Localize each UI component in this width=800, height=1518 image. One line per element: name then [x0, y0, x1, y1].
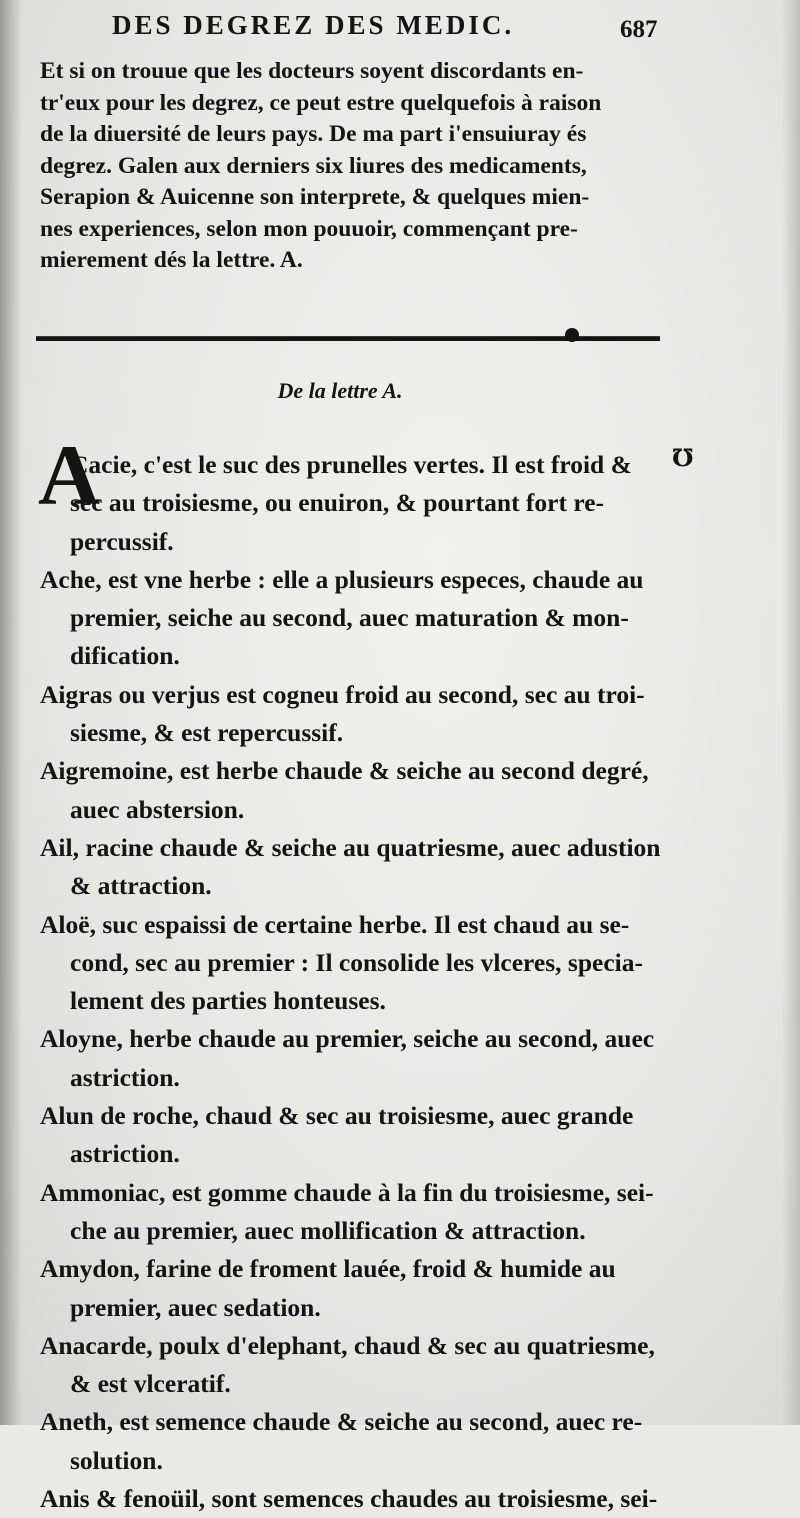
intro-line: de la diuersité de leurs pays. De ma part i'ensuiuray és	[40, 121, 587, 147]
page-edge-shadow-left	[0, 0, 22, 1425]
entry-line: premier, auec sedation.	[70, 1292, 321, 1322]
page-number: 687	[620, 16, 658, 43]
entry-line: siesme, & est repercussif.	[70, 718, 344, 748]
intro-line: tr'eux pour les degrez, ce peut estre quelquefois à raison	[40, 89, 602, 116]
entry-line: Aloë, suc espaissi de certaine herbe. Il est chaud au se-	[40, 909, 630, 939]
entry-line: Ammoniac, est gomme chaude à la fin du troisiesme, sei-	[40, 1177, 654, 1207]
entry-line: & est vlceratif.	[70, 1369, 231, 1399]
intro-line: degrez. Galen aux derniers six liures des medicaments,	[40, 152, 587, 179]
running-head: DES DEGREZ DES MEDIC.	[112, 10, 515, 40]
entry-line: Cacie, c'est le suc des prunelles vertes. Il est froid &	[70, 450, 632, 479]
intro-line: Serapion & Auicenne son interprete, & quelques mien-	[40, 184, 590, 210]
entry-line: Aigras ou verjus est cogneu froid au second, sec au troi-	[40, 679, 645, 709]
entry-line: astriction.	[70, 1062, 180, 1092]
margin-mark-icon: ℧	[672, 446, 694, 472]
intro-line: nes experiences, selon mon pouuoir, commençant pre-	[40, 215, 578, 242]
entry-line: sec au troisiesme, ou enuiron, & pourtant fort re-	[70, 488, 605, 518]
intro-paragraph	[40, 56, 670, 277]
entry-line: cond, sec au premier : Il consolide les vlceres, specia-	[70, 947, 643, 977]
rule-ornament-icon	[565, 328, 579, 342]
drop-capital: A	[38, 427, 101, 523]
section-heading: De la lettre A.	[277, 378, 403, 403]
intro-line: Et si on trouue que les docteurs soyent discordants en-	[40, 58, 584, 84]
entry-line: che au premier, auec mollification & attraction.	[70, 1215, 586, 1245]
entry-line: premier, seiche au second, auec maturation & mon-	[70, 603, 629, 633]
entry-line: percussif.	[70, 526, 174, 556]
entry-line: & attraction.	[70, 871, 212, 901]
entry-line: Amydon, farine de froment lauée, froid & humide au	[40, 1254, 616, 1284]
entry-line: dification.	[70, 641, 180, 671]
entry-line: Anis & fenoüil, sont semences chaudes au troisiesme, sei-	[40, 1484, 658, 1514]
entry-line: Aigremoine, est herbe chaude & seiche au second degré,	[40, 756, 649, 786]
entry-line: Aloyne, herbe chaude au premier, seiche au second, auec	[40, 1024, 655, 1054]
entry-line: Aneth, est semence chaude & seiche au second, auec re-	[40, 1407, 643, 1437]
entry-line: lement des parties honteuses.	[70, 986, 386, 1016]
entry-line: astriction.	[70, 1139, 180, 1169]
entry-line: Ache, est vne herbe : elle a plusieurs especes, chaude au	[40, 564, 644, 594]
entry-list	[40, 446, 670, 1518]
intro-line: mierement dés la lettre. A.	[40, 247, 303, 273]
entry-line: Ail, racine chaude & seiche au quatriesme, auec adustion	[40, 832, 661, 862]
entry-line: solution.	[70, 1445, 163, 1475]
entry-line: auec abstersion.	[70, 794, 245, 824]
entry-line: Alun de roche, chaud & sec au troisiesme, auec grande	[40, 1101, 634, 1131]
entry-line: Anacarde, poulx d'elephant, chaud & sec au quatriesme,	[40, 1330, 655, 1360]
page-edge-shadow-right	[782, 0, 800, 1425]
